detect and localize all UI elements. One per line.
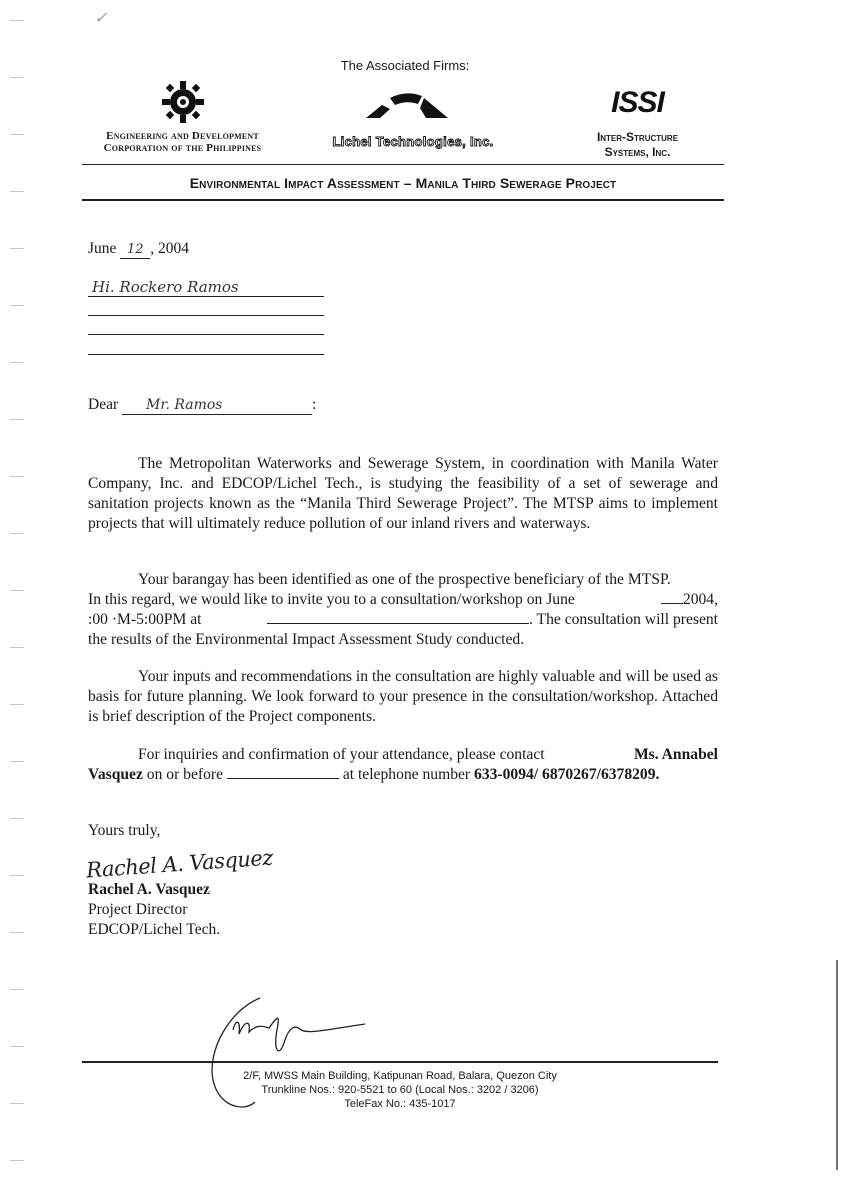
signatory-org: EDCOP/Lichel Tech. xyxy=(88,921,221,938)
signatory-name: Rachel A. Vasquez xyxy=(88,881,210,898)
signature: Rachel A. Vasquez xyxy=(85,845,274,883)
workshop-venue-blank xyxy=(267,623,529,624)
associated-firms-label: The Associated Firms: xyxy=(340,58,470,73)
salutation-colon: : xyxy=(312,396,317,413)
paragraph-2-line-4: the results of the Environmental Impact Assessment Study conducted. xyxy=(88,631,525,648)
edcop-name-line2: Corporation of the Philippines xyxy=(103,142,262,154)
inquiry-text: For inquiries and confirmation of your attendance, please contact xyxy=(138,746,545,763)
letterhead-top-rule xyxy=(82,164,724,165)
contact-name-part2: Vasquez xyxy=(88,766,143,783)
letterhead-bottom-rule xyxy=(82,199,724,201)
gear-emblem-icon xyxy=(160,78,206,124)
date-month: June xyxy=(88,240,117,257)
issi-name-line1: Inter-Structure xyxy=(596,130,679,144)
lichel-swoosh-icon xyxy=(362,88,452,122)
date-year: , 2004 xyxy=(150,240,190,257)
deadline-blank xyxy=(227,778,339,779)
consultation-text: . The consultation will present xyxy=(529,611,718,628)
project-title: Environmental Impact Assessment – Manila Third Sewerage Project xyxy=(189,175,617,191)
footer-address xyxy=(200,1069,600,1111)
paragraph-2-line-1: Your barangay has been identified as one of the prospective beneficiary of the MTSP. xyxy=(138,571,671,588)
body-paragraph-1 xyxy=(88,454,718,534)
salutation-name-handwritten: Mr. Ramos xyxy=(146,397,223,413)
paragraph-1-text: The Metropolitan Waterworks and Sewerage System, in coordination with Manila Water Company, Inc. and EDCOP/Lichel Tech., is studying the feasibility of a set of sewerage and sanitation projects known as the “Manila Third Sewerage Project”. The MTSP aims to implement projects that will ultimately reduce pollution of our inland rivers and waterways. xyxy=(88,455,718,532)
issi-logo: ISSI xyxy=(611,86,664,119)
invite-text: In this regard, we would like to invite you to a consultation/workshop on June xyxy=(88,591,575,608)
paragraph-2-line-3 xyxy=(88,610,718,630)
edcop-logo xyxy=(160,78,206,124)
body-paragraph-3 xyxy=(88,667,718,727)
address-line-2 xyxy=(88,315,324,316)
footer-address-line1: 2/F, MWSS Main Building, Katipunan Road, Balara, Quezon City xyxy=(243,1070,557,1082)
right-edge-scan-line xyxy=(836,960,838,1170)
paragraph-4-line-1 xyxy=(88,745,718,765)
paragraph-3-text: Your inputs and recommendations in the consultation are highly valuable and will be used as basis for future planning. We look forward to your presence in the consultation/workshop. Attached is brief description of the Project components. xyxy=(88,668,718,725)
address-line-1 xyxy=(88,296,324,297)
address-line-3 xyxy=(88,334,324,335)
paragraph-2-line-2 xyxy=(88,590,718,610)
valediction: Yours truly, xyxy=(88,822,161,839)
footer-trunkline: Trunkline Nos.: 920-5521 to 60 (Local Nos.: 3202 / 3206) xyxy=(261,1084,539,1096)
footer-telefax: TeleFax No.: 435-1017 xyxy=(344,1098,456,1110)
salutation xyxy=(88,396,316,415)
check-mark: ✓ xyxy=(94,8,108,27)
footer-rule xyxy=(82,1061,718,1063)
edcop-caption xyxy=(80,130,285,154)
issi-name-line2: Systems, Inc. xyxy=(604,145,671,159)
date-day-handwritten: 12 xyxy=(127,242,144,257)
signatory-title: Project Director xyxy=(88,901,188,918)
telephone-label: at telephone number xyxy=(342,766,471,783)
addressee-name: Hi. Rockero Ramos xyxy=(92,278,239,296)
invite-year: 2004, xyxy=(682,591,718,608)
workshop-day-blank xyxy=(661,603,683,604)
body-paragraph-4 xyxy=(88,745,718,785)
address-line-4 xyxy=(88,354,324,355)
workshop-time: :00 ·M-5:00PM at xyxy=(88,611,202,628)
salutation-dear: Dear xyxy=(88,396,119,413)
signatory-block xyxy=(88,880,220,940)
letter-date xyxy=(88,240,189,259)
issi-caption xyxy=(565,130,710,160)
edcop-name-line1: Engineering and Development xyxy=(106,130,259,142)
lichel-name: Lichel Technologies, Inc. xyxy=(332,134,494,149)
body-paragraph-2 xyxy=(88,570,718,650)
deadline-text: on or before xyxy=(146,766,223,783)
telephone-numbers: 633-0094/ 6870267/6378209. xyxy=(474,766,660,783)
contact-name-part1: Ms. Annabel xyxy=(633,746,718,763)
paragraph-4-line-2 xyxy=(88,765,718,785)
lichel-logo xyxy=(362,88,452,122)
